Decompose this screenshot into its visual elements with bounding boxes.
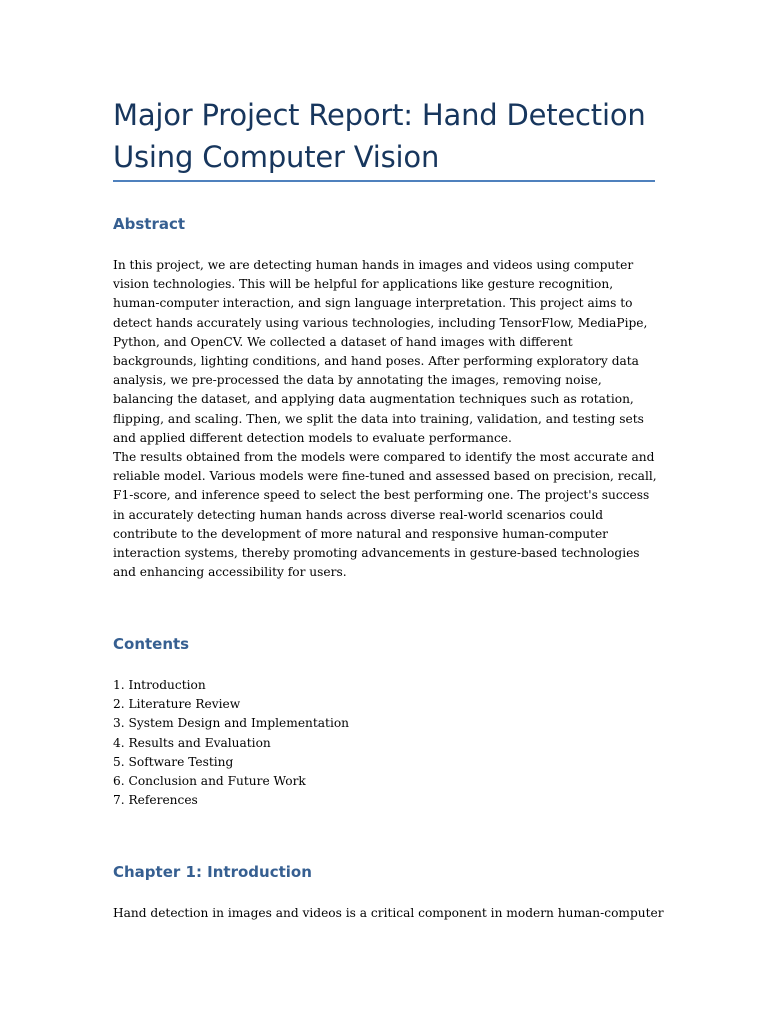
abstract-paragraph-2: The results obtained from the models were compared to identify the most accurate and reliable model. Various models were fine-tuned and assessed based on precision, recall, F1-score, and inference speed to select the best performing one. The project's success in accurately detecting human hands across diverse real-world scenarios could contribute to the development of more natural and responsive human-computer interaction systems, thereby promoting advancements in gesture-based technologies and enhancing accessibility for users. xyxy=(113,450,657,580)
toc-item-references: 7. References xyxy=(113,793,198,808)
toc-item-software-testing: 5. Software Testing xyxy=(113,754,234,769)
abstract-paragraph-1: In this project, we are detecting human hands in images and videos using computer vision technologies. This will be helpful for applications like gesture recognition, human-computer interaction, and sign language interpretation. This project aims to detect hands accurately using various technologies, including TensorFlow, MediaPipe, Python, and OpenCV. We collected a dataset of hand images with different backgrounds, lighting conditions, and hand poses. After performing exploratory data analysis, we pre-processed the data by annotating the images, removing noise, balancing the dataset, and applying data augmentation techniques such as rotation, flipping, and scaling. Then, we split the data into training, validation, and testing sets and applied different detection models to evaluate performance. xyxy=(113,258,648,445)
toc-item-literature-review: 2. Literature Review xyxy=(113,697,241,712)
title-underline-rule xyxy=(113,180,655,182)
document-title: Major Project Report: Hand Detection Using Computer Vision xyxy=(113,98,646,174)
toc-item-conclusion: 6. Conclusion and Future Work xyxy=(113,774,306,789)
toc-item-introduction: 1. Introduction xyxy=(113,678,206,692)
chapter-1-paragraph: Hand detection in images and videos is a critical component in modern human-computer xyxy=(113,906,664,920)
table-of-contents xyxy=(113,676,349,810)
toc-item-system-design: 3. System Design and Implementation xyxy=(113,716,350,731)
abstract-heading: Abstract xyxy=(113,215,186,233)
toc-item-results-evaluation: 4. Results and Evaluation xyxy=(113,735,271,750)
contents-heading: Contents xyxy=(113,635,190,653)
chapter-1-heading: Chapter 1: Introduction xyxy=(113,863,312,881)
